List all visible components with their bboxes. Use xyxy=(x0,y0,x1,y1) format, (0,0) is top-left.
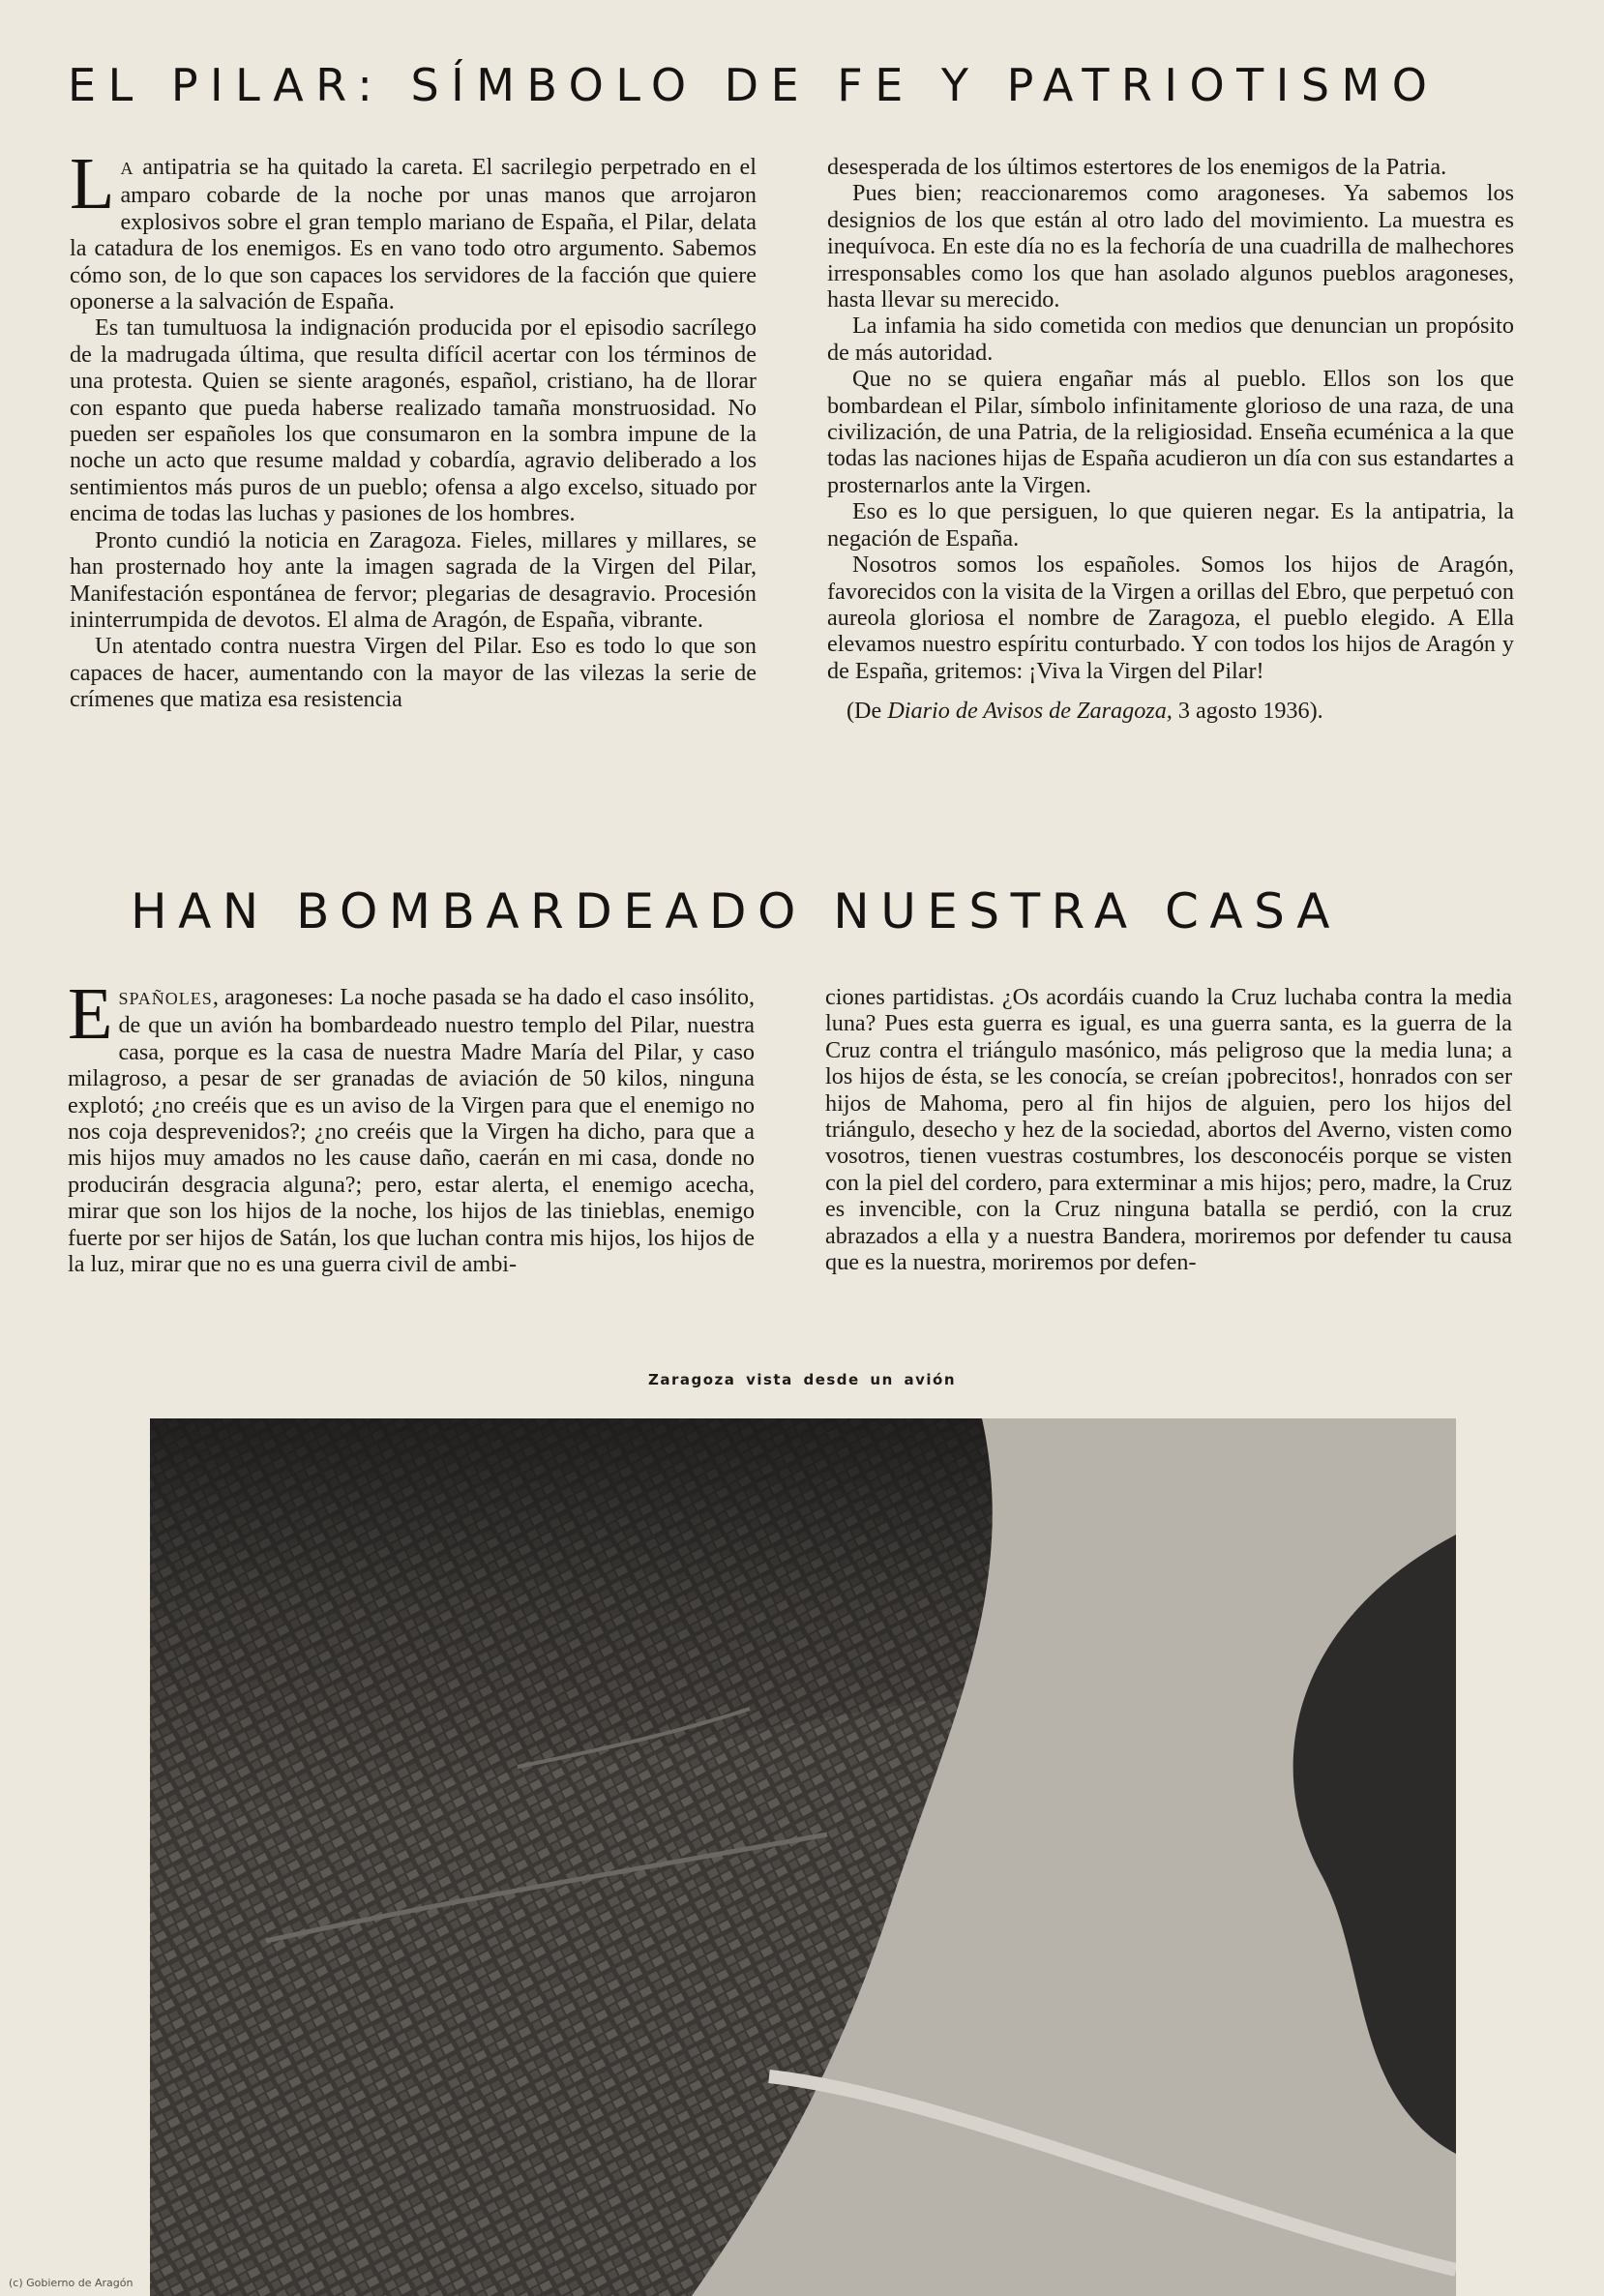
article1-dropcap: L xyxy=(70,143,115,224)
article2-dropcap: E xyxy=(68,973,113,1055)
article1-paragraph-4-continued: desesperada de los últimos estertores de los enemigos de la Patria. xyxy=(827,154,1447,180)
copyright-notice: (c) Gobierno de Aragón xyxy=(9,2277,134,2289)
article1-title: EL PILAR: SÍMBOLO DE FE Y PATRIOTISMO xyxy=(68,59,1440,111)
article1-paragraph-5: Pues bien; reaccionaremos como aragoneses. Ya sabemos los designios de los que están al otro lado del movimiento. La muestra es inequívoca. En este día no es la fechoría de una cuadrilla de malhechores irresponsables como los que han asolado algunos pueblos aragoneses, hasta llevar su merecido. xyxy=(827,180,1514,313)
article2-paragraph-1 xyxy=(68,973,755,1278)
article1-paragraph-3: Pronto cundió la noticia en Zaragoza. Fieles, millares y millares, se han prosternado hoy ante la imagen sagrada de la Virgen del Pilar, Manifestación espontánea de fervor; plegarias de desagravio. Procesión ininterrumpida de devotos. El alma de Aragón, de España, vibrante. xyxy=(70,526,757,633)
article2-column-right xyxy=(825,984,1512,1275)
article1-paragraph-7: Que no se quiera engañar más al pueblo. Ellos son los que bombardean el Pilar, símbolo infinitamente glorioso de una raza, de una civilización, de una Patria, de la religiosidad. Enseña ecuménica a la que todas las naciones hijas de España acudieron un día con sus estandartes a prosternarlos ante la Virgen. xyxy=(827,366,1514,498)
source-date: 3 agosto 1936). xyxy=(1172,698,1323,725)
article2-paragraph-1-continued: ciones partidistas. ¿Os acordáis cuando la Cruz luchaba contra la media luna? Pues esta guerra es igual, es una guerra santa, es la guerra de la Cruz contra el triángulo masónico, más peligroso que la media luna; a los hijos de ésta, se les conocía, se creían ¡pobrecitos!, honrados con ser hijos de Mahoma, pero al fin hijos de alguien, pero los hijos del triángulo, desecho y hez de la sociedad, abortos del Averno, visten como vosotros, tienen vuestras costumbres, los desconocéis porque se visten con la piel del cordero, para exterminar a mis hijos; pero, madre, la Cruz es invencible, con la Cruz ninguna batalla se perdió, con la cruz abrazados a ella y a nuestra Bandera, moriremos por defender tu causa que es la nuestra, moriremos por defen- xyxy=(825,984,1512,1276)
article1-paragraph-4: Un atentado contra nuestra Virgen del Pilar. Eso es todo lo que son capaces de hacer, aumentando con la mayor de las vilezas la serie de crímenes que matiza esa resistencia xyxy=(70,633,757,713)
aerial-photo-zaragoza xyxy=(150,1418,1456,2296)
source-publication: Diario de Avisos de Zaragoza, xyxy=(887,698,1173,725)
article1-lead-smallcaps: A xyxy=(120,159,134,178)
article1-paragraph-1 xyxy=(70,143,757,315)
article2-title: HAN BOMBARDEADO NUESTRA CASA xyxy=(131,883,1341,939)
article1-column-right xyxy=(827,154,1514,725)
article2-column-left xyxy=(68,973,755,1278)
source-prefix: (De xyxy=(847,698,888,725)
article1-paragraph-9: Nosotros somos los españoles. Somos los hijos de Aragón, favorecidos con la visita de la Virgen a orillas del Ebro, que perpetuó con aureola gloriosa el nombre de Zaragoza, el pueblo elegido. A Ella elevamos nuestro espíritu conturbado. Y con todos los hijos de Aragón y de España, gritemos: ¡Viva la Virgen del Pilar! xyxy=(827,552,1514,684)
article2-paragraph-1-text: , aragoneses: La noche pasada se ha dado el caso insólito, de que un avión ha bombardeado nuestro templo del Pilar, nuestra casa, porque es la casa de nuestra Madre María del Pilar, y caso milagroso, a pesar de ser granadas de aviación de 50 kilos, ninguna explotó; ¿no creéis que es un aviso de la Virgen para que el enemigo no nos coja desprevenidos?; ¿no creéis que la Virgen ha dicho, para que a mis hijos muy amados no les cause daño, caerán en mi casa, donde no producirán desgracia alguna?; pero, estar alerta, el enemigo acecha, mirar que son los hijos de la noche, los hijos de las tinieblas, enemigo fuerte por ser hijos de Satán, los que luchan contra mis hijos, los hijos de la luz, mirar que no es una guerra civil de ambi- xyxy=(68,984,755,1278)
article1-paragraph-6: La infamia ha sido cometida con medios que denuncian un propósito de más autoridad. xyxy=(827,313,1514,366)
article1-source xyxy=(827,698,1514,724)
article1-paragraph-2: Es tan tumultuosa la indignación producida por el episodio sacrílego de la madrugada última, que resulta difícil acertar con los términos de una protesta. Quien se siente aragonés, español, cristiano, ha de llorar con espanto que pueda haberse realizado tamaña monstruosidad. No pueden ser españoles los que consumaron en la sombra impune de la noche un acto que resume maldad y cobardía, agravio deliberado a los sentimientos más puros de un pueblo; ofensa a algo excelso, situado por encima de todas las luchas y pasiones de los hombres. xyxy=(70,314,757,527)
photo-caption: Zaragoza vista desde un avión xyxy=(647,1371,957,1388)
article1-column-left xyxy=(70,143,757,713)
article1-paragraph-8: Eso es lo que persiguen, lo que quieren negar. Es la antipatria, la negación de España. xyxy=(827,498,1514,552)
article2-lead-smallcaps: SPAÑOLES xyxy=(118,989,213,1008)
article1-paragraph-1-text: antipatria se ha quitado la careta. El sacrilegio perpetrado en el amparo cobarde de la noche por unas manos que arrojaron explosivos sobre el gran templo mariano de España, el Pilar, delata la catadura de los enemigos. Es en vano todo otro argumento. Sabemos cómo son, de lo que son capaces los servidores de la facción que quiere oponerse a la salvación de España. xyxy=(70,154,757,315)
aerial-photo-illustration xyxy=(150,1418,1456,2296)
